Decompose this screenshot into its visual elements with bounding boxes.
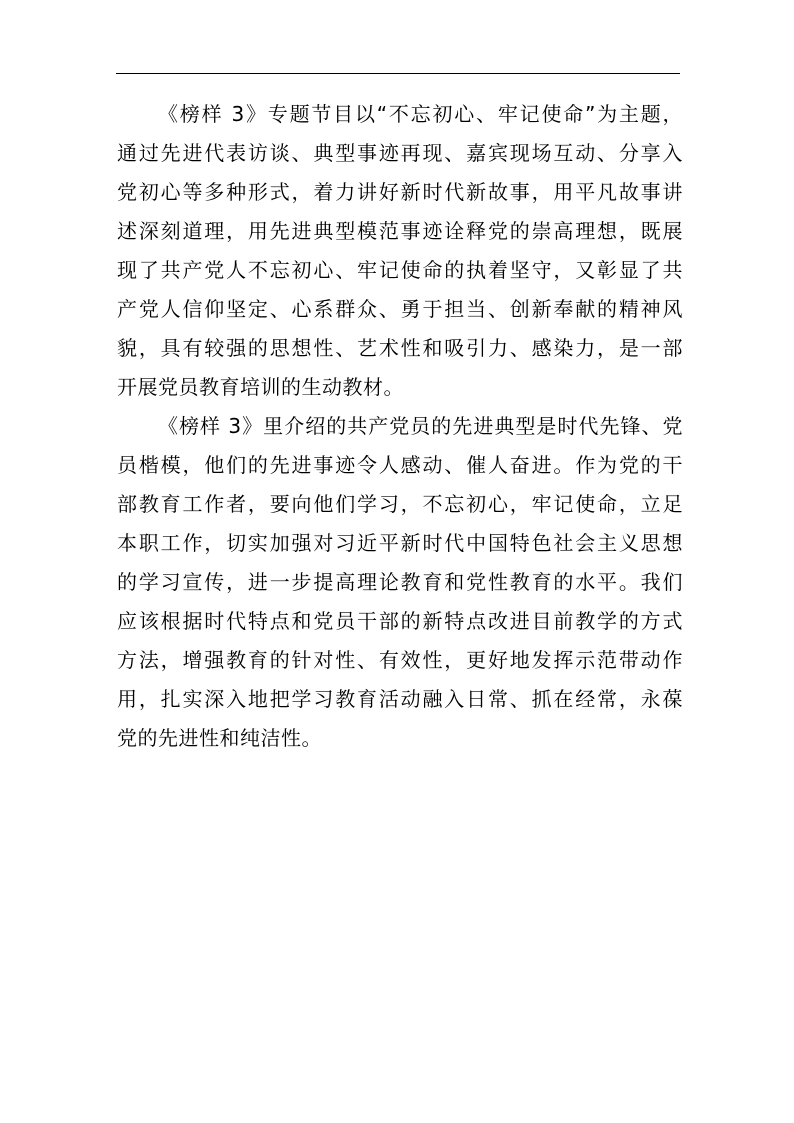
paragraph-1	[117, 95, 683, 407]
paragraph-line: 员楷模，他们的先进事迹令人感动、催人奋进。作为党的干	[117, 453, 683, 477]
paragraph-line: 方法，增强教育的针对性、有效性，更好地发挥示范带动作	[117, 648, 683, 672]
paragraph-2	[117, 407, 683, 758]
paragraph-line: 通过先进代表访谈、典型事迹再现、嘉宾现场互动、分享入	[117, 141, 683, 165]
paragraph-line: 的学习宣传，进一步提高理论教育和党性教育的水平。我们	[117, 570, 683, 594]
paragraph-line: 述深刻道理，用先进典型模范事迹诠释党的崇高理想，既展	[117, 219, 683, 243]
paragraph-line: 《榜样 3》里介绍的共产党员的先进典型是时代先锋、党	[158, 414, 683, 438]
paragraph-line: 现了共产党人不忘初心、牢记使命的执着坚守，又彰显了共	[117, 258, 683, 282]
paragraph-line: 用，扎实深入地把学习教育活动融入日常、抓在经常，永葆	[117, 687, 683, 711]
paragraph-line: 党初心等多种形式，着力讲好新时代新故事，用平凡故事讲	[117, 180, 683, 204]
paragraph-line: 产党人信仰坚定、心系群众、勇于担当、创新奉献的精神风	[117, 297, 683, 321]
paragraph-line: 开展党员教育培训的生动教材。	[117, 375, 404, 399]
paragraph-line: 本职工作，切实加强对习近平新时代中国特色社会主义思想	[117, 531, 683, 555]
paragraph-line: 貌，具有较强的思想性、艺术性和吸引力、感染力，是一部	[117, 336, 683, 360]
paragraph-line: 《榜样 3》专题节目以“不忘初心、牢记使命”为主题，	[158, 102, 683, 126]
paragraph-line: 部教育工作者，要向他们学习，不忘初心，牢记使命，立足	[117, 492, 683, 516]
document-body	[117, 95, 683, 758]
paragraph-line: 党的先进性和纯洁性。	[117, 726, 322, 750]
header-rule	[116, 73, 680, 74]
paragraph-line: 应该根据时代特点和党员干部的新特点改进目前教学的方式	[117, 609, 683, 633]
